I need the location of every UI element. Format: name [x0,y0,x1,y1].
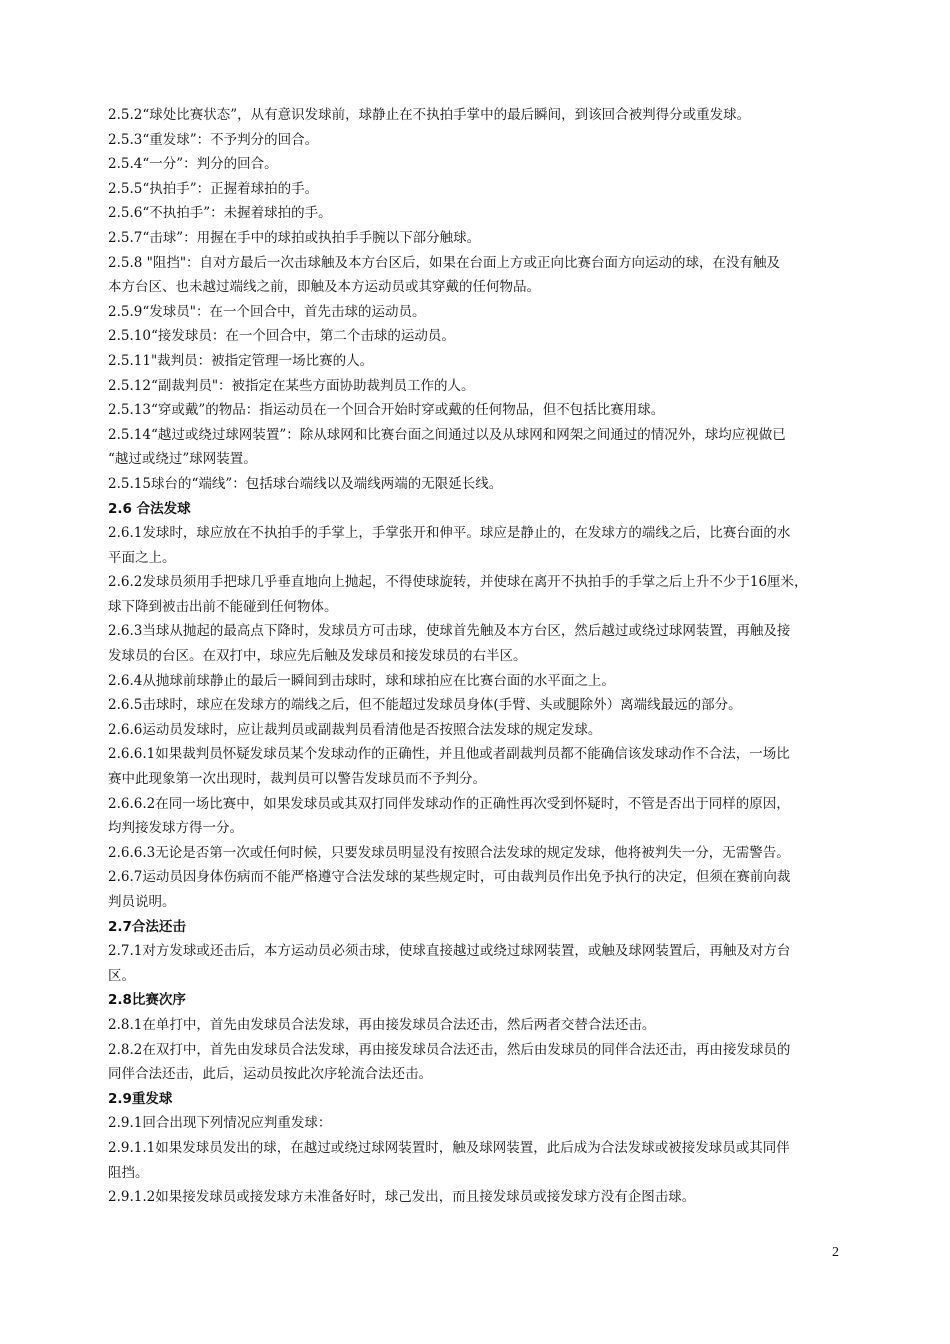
text-line: 2.5.9“发球员"：在一个回合中，首先击球的运动员。 [108,303,426,320]
section-heading: 2.8比赛次序 [108,992,186,1009]
text-line: “越过或绕过”球网装置。 [108,451,257,468]
text-line: 2.6.6运动员发球时，应让裁判员或副裁判员看清他是否按照合法发球的规定发球。 [108,721,602,738]
text-line: 2.6.5击球时，球应在发球方的端线之后，但不能超过发球员身体(手臂、头或腿除外）离端线最远的部分。 [108,697,742,714]
text-line: 2.6.6.2在同一场比赛中，如果发球员或其双打同伴发球动作的正确性再次受到怀疑时，不管是否出于同样的原因， [108,795,790,812]
section-heading: 2.7合法还击 [108,918,186,935]
text-line: 发球员的台区。在双打中，球应先后触及发球员和接发球员的右半区。 [108,648,527,665]
text-line: 2.5.14“越过或绕过球网装置”：除从球网和比赛台面之间通过以及从球网和网架之间通过的情况外，球均应视做已 [108,426,786,443]
text-line: 2.7.1对方发球或还击后，本方运动员必须击球，使球直接越过或绕过球网装置，或触及球网装置后，再触及对方台 [108,943,791,960]
text-line: 平面之上。 [108,549,176,566]
text-line: 本方台区、也未越过端线之前，即触及本方运动员或其穿戴的任何物品。 [108,279,540,296]
text-line: 2.6.7运动员因身体伤病而不能严格遵守合法发球的某些规定时，可由裁判员作出免予执行的决定，但须在赛前向裁 [108,869,791,886]
text-line: 2.6.1发球时，球应放在不执拍手的手掌上，手掌张开和伸平。球应是静止的，在发球方的端线之后，比赛台面的水 [108,525,791,542]
text-line: 2.6.4从抛球前球静止的最后一瞬间到击球时，球和球拍应在比赛台面的水平面之上。 [108,672,615,689]
text-line: 2.6.6.3无论是否第一次或任何时候，只要发球员明显没有按照合法发球的规定发球，他将被判失一分，无需警告。 [108,844,790,861]
text-line: 2.5.2“球处比赛状态”，从有意识发球前，球静止在不执拍手掌中的最后瞬间，到该回合被判得分或重发球。 [108,107,751,123]
text-line: 2.5.7“击球”：用握在手中的球拍或执拍手手腕以下部分触球。 [108,229,481,246]
text-line: 2.5.13“穿或戴”的物品：指运动员在一个回合开始时穿或戴的任何物品，但不包括比赛用球。 [108,402,665,419]
text-line: 2.5.6“不执拍手”：未握着球拍的手。 [108,205,332,222]
page-number: 2 [832,1245,839,1260]
document-body [108,103,846,1210]
text-line: 2.5.11"裁判员：被指定管理一场比赛的人。 [108,352,374,369]
text-line: 2.8.1在单打中，首先由发球员合法发球，再由接发球员合法还击，然后两者交替合法还击。 [108,1016,656,1033]
text-line: 球下降到被击出前不能碰到任何物体。 [108,598,338,615]
section-heading: 2.6 合法发球 [108,500,191,517]
text-line: 2.5.3“重发球”：不予判分的回合。 [108,131,319,148]
text-line: 同伴合法还击，此后，运动员按此次序轮流合法还击。 [108,1066,432,1083]
text-line: 2.5.12“副裁判员"：被指定在某些方面协助裁判员工作的人。 [108,377,475,394]
text-line: 2.5.15球台的“端线”：包括球台端线以及端线两端的无限延长线。 [108,475,503,492]
text-line: 2.9.1.1如果发球员发出的球，在越过或绕过球网装置时，触及球网装置，此后成为合法发球或被接发球员或其同伴 [108,1139,790,1156]
text-line: 2.5.8 "阻挡"：自对方最后一次击球触及本方台区后，如果在台面上方或正向比赛台面方向运动的球，在没有触及 [108,254,781,271]
text-line: 2.6.6.1如果裁判员怀疑发球员某个发球动作的正确性，并且他或者副裁判员都不能确信该发球动作不合法，一场比 [108,746,790,763]
text-line: 2.5.5“执拍手”：正握着球拍的手。 [108,180,319,197]
text-line: 阻挡。 [108,1164,149,1181]
text-line: 判员说明。 [108,894,176,910]
text-line: 2.6.2发球员须用手把球几乎垂直地向上抛起，不得使球旋转，并使球在离开不执拍手的手掌之后上升不少于16厘米， [108,574,808,591]
section-heading: 2.9重发球 [108,1090,173,1107]
text-line: 2.6.3当球从抛起的最高点下降时，发球员方可击球，使球首先触及本方台区，然后越过或绕过球网装置，再触及接 [108,623,791,640]
text-line: 均判接发球方得一分。 [108,820,243,837]
text-line: 2.9.1回合出现下列情况应判重发球： [108,1115,332,1132]
text-line: 2.9.1.2如果接发球员或接发球方未准备好时，球己发出，而且接发球员或接发球方没有企图击球。 [108,1189,696,1206]
text-line: 区。 [108,967,135,984]
text-line: 2.8.2在双打中，首先由发球员合法发球，再由接发球员合法还击，然后由发球员的同伴合法还击，再由接发球员的 [108,1041,791,1058]
text-line: 赛中此现象第一次出现时，裁判员可以警告发球员而不予判分。 [108,771,486,788]
text-line: 2.5.10“接发球员：在一个回合中，第二个击球的运动员。 [108,328,455,345]
text-line: 2.5.4“一分”：判分的回合。 [108,156,278,173]
